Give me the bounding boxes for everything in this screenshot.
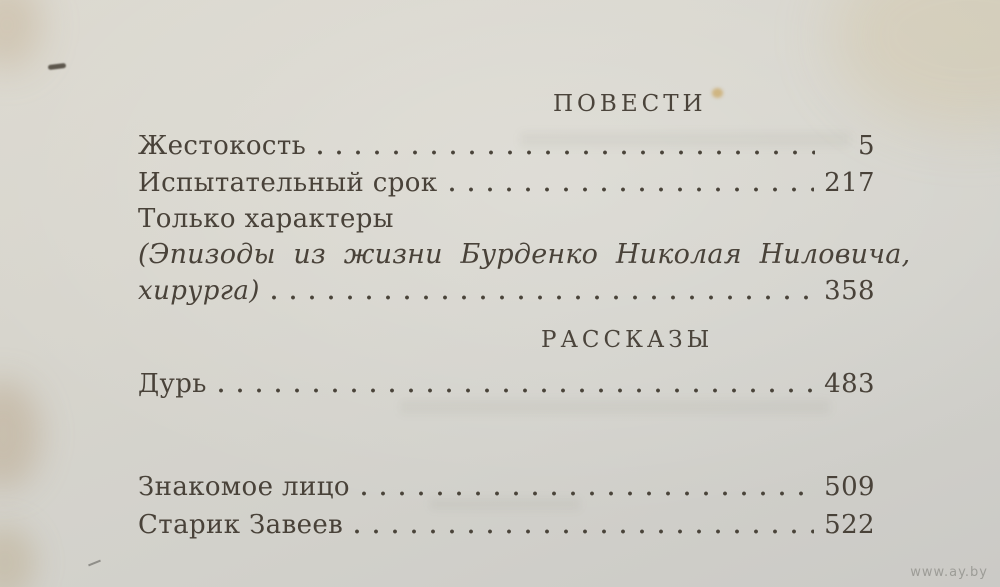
dot-leader (438, 166, 825, 200)
toc-entry (138, 202, 875, 236)
show-through (400, 400, 830, 414)
paper-stain (0, 0, 42, 70)
pencil-mark (88, 560, 101, 567)
page-number: 483 (824, 369, 875, 399)
toc-entry (138, 508, 875, 542)
paper-stain (712, 88, 723, 98)
page-number: 509 (824, 472, 875, 502)
dot-leader (343, 508, 824, 542)
entry-title: Только характеры (138, 204, 394, 234)
page-number: 5 (858, 131, 875, 161)
entry-title: Знакомое лицо (138, 472, 350, 502)
entry-subtitle: (Эпизоды из жизни Бурденко Николая Ниловича, (138, 239, 911, 270)
toc-entry (138, 367, 875, 401)
watermark: www.ay.by (910, 565, 988, 580)
toc-entry (138, 238, 911, 272)
paper-speck (48, 63, 66, 70)
entry-title: Старик Завеев (138, 510, 344, 540)
dot-leader (350, 470, 824, 504)
section-header-povesti: ПОВЕСТИ (553, 91, 707, 117)
page-number: 358 (824, 276, 875, 306)
page-number: 522 (824, 510, 875, 540)
entry-title: Испытательный срок (138, 168, 438, 198)
dot-leader (306, 129, 825, 163)
page-number: 217 (824, 168, 875, 198)
paper-stain (830, 0, 1000, 130)
dot-leader (260, 274, 824, 308)
toc-entry (138, 274, 875, 308)
toc-entry (138, 470, 875, 504)
entry-title: Жестокость (138, 131, 307, 161)
dot-leader (207, 367, 824, 401)
section-header-rasskazy: РАССКАЗЫ (541, 327, 714, 353)
entry-title: Дурь (138, 369, 207, 399)
toc-entry (138, 129, 875, 163)
paper-stain (0, 525, 36, 587)
toc-entry (138, 166, 875, 200)
entry-subtitle: хирурга) (138, 276, 260, 306)
paper-stain (0, 380, 41, 490)
